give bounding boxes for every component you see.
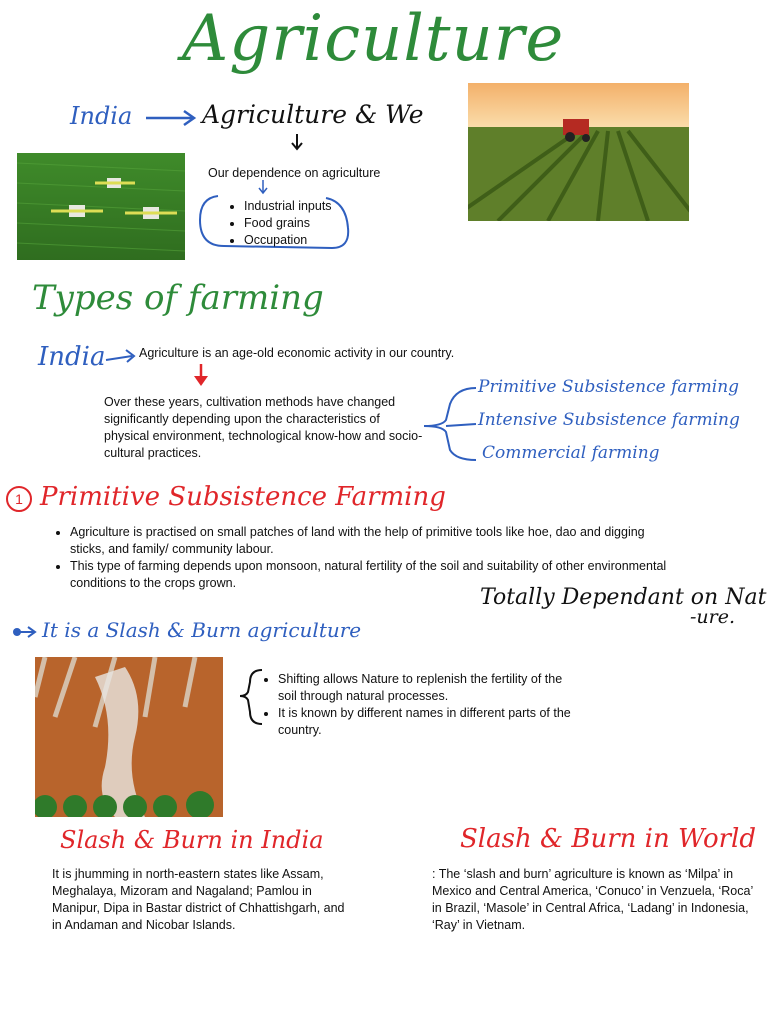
note-line1: Totally Dependant on Nat (480, 585, 767, 610)
arrow-right-icon (144, 108, 200, 128)
india-label: India (38, 342, 106, 372)
dependence-list (226, 198, 332, 249)
branch-primitive: Primitive Subsistence farming (478, 377, 740, 397)
india-label: India (70, 102, 133, 130)
list-item: • It is known by different names in different parts of the country. (278, 705, 578, 739)
page-title: Agriculture (182, 2, 565, 76)
agriculture-we-heading: Agriculture & We (202, 100, 424, 129)
dependence-text: Our dependence on agriculture (208, 166, 381, 180)
slash-burn-photo (35, 657, 223, 817)
types-statement: Agriculture is an age-old economic activity in our country. (139, 346, 455, 360)
tractor-field-photo (468, 83, 689, 221)
list-item: • This type of farming depends upon monsoon, natural fertility of the soil and suitability of other environmental conditions to the crops grown. (70, 558, 670, 592)
india-text: It is jhumming in north-eastern states like Assam, Meghalaya, Mizoram and Nagaland; Pamlou in Manipur, Dipa in Bastar district of Chhattishgarh, and in Andaman and Nicobar Islands. (52, 867, 345, 932)
note-line2: -ure. (690, 606, 736, 628)
world-heading: Slash & Burn in World (460, 824, 757, 854)
branch-intensive: Intensive Subsistence farming (478, 410, 740, 430)
types-heading: Types of farming (32, 278, 324, 318)
list-item: • Agriculture is practised on small patches of land with the help of primitive tools like hoe, dao and digging sticks, and family/ community labour. (70, 524, 670, 558)
list-item: • Occupation (244, 232, 332, 249)
list-item: • Shifting allows Nature to replenish the fertility of the soil through natural processes. (278, 671, 578, 705)
arrow-down-icon (290, 134, 304, 154)
india-heading: Slash & Burn in India (60, 826, 324, 854)
branch-bracket (416, 380, 486, 466)
world-text: : The ‘slash and burn’ agriculture is known as ‘Milpa’ in Mexico and Central America, ‘Conuco’ in Venzuela, ‘Roca’ in Brazil, ‘Masole’ in Central Africa, ‘Ladang’ in Indonesia, ‘Ray’ in Vietnam. (432, 867, 753, 932)
primitive-heading: Primitive Subsistence Farming (40, 482, 446, 512)
arrow-down-icon (192, 364, 210, 390)
primitive-bullets (52, 524, 670, 592)
arrow-right-icon (104, 348, 138, 366)
slash-burn-heading: It is a Slash & Burn agriculture (42, 618, 362, 642)
section-number: 1 (6, 486, 32, 512)
types-paragraph: Over these years, cultivation methods have changed significantly depending upon the characteristics of physical environment, technological know-how and socio-cultural practices. (104, 395, 423, 460)
list-item: • Food grains (244, 215, 332, 232)
bullet-arrow-icon (12, 624, 38, 640)
sprayer-field-photo (17, 153, 185, 260)
slash-bullets (260, 671, 578, 739)
list-item: • Industrial inputs (244, 198, 332, 215)
branch-commercial: Commercial farming (482, 443, 660, 463)
